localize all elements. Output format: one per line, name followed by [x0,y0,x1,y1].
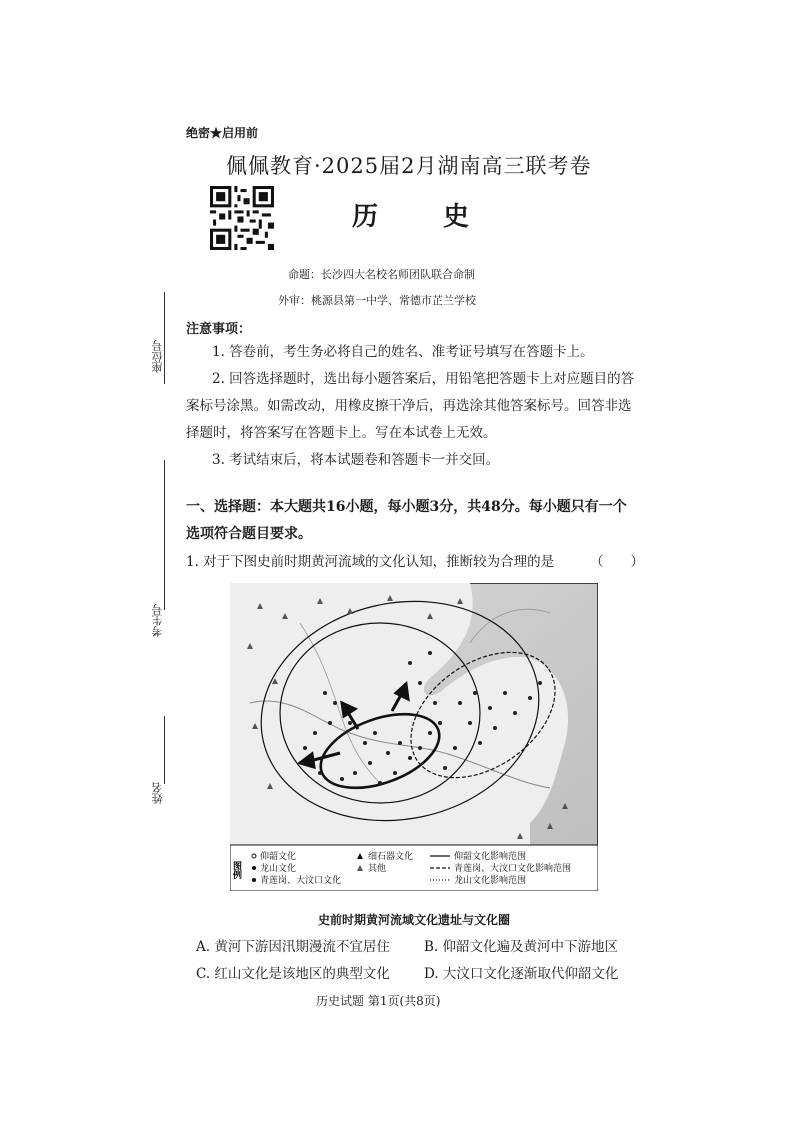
option-c: C. 红山文化是该地区的典型文化 [196,966,390,982]
legend-qinglian-dawenkou: 青莲岗、大汶口文化 [260,876,342,886]
notice-item-2: 2. 回答选择题时，选出每小题答案后，用铅笔把答题卡上对应题目的答案标号涂黑。如需改动，用橡皮擦干净后，再选涂其他答案标号。回答非选择题时，将答案写在答题卡上。写在本试卷上无效。 [186,371,635,441]
question-1-stem: 1. 对于下图史前时期黄河流域的文化认知，推断较为合理的是 [186,554,555,570]
culture-map [230,583,598,891]
option-a: A. 黄河下游因汛期漫流不宜居住 [196,939,390,955]
author-credit: 命题：长沙四大名校名师团队联合命制 [288,268,475,281]
exam-no-label: 考生号 [151,604,164,637]
exam-no-line [164,460,165,610]
legend-other: 其他 [368,864,387,874]
name-line [164,716,165,784]
seat-label: 座位号 [151,340,164,373]
legend-yangshao: 仰韶文化 [260,852,297,862]
notice-title: 注意事项： [186,322,252,337]
legend-longshan-range: 龙山文化影响范围 [454,876,527,886]
qr-code-icon [210,186,274,250]
notice-item-3: 3. 考试结束后，将本试题卷和答题卡一并交回。 [212,452,500,468]
subject-title: 历 史 [352,202,498,232]
legend-longshan: 龙山文化 [260,864,297,874]
legend-label: 图例 [231,861,241,879]
legend-microlithic: 细石器文化 [368,852,414,862]
section-heading: 一、选择题：本大题共16小题，每小题3分，共48分。每小题只有一个选项符合题目要求。 [186,499,627,542]
name-label: 姓名 [151,782,164,804]
legend-qinglian-range: 青莲岗、大汶口文化影响范围 [454,864,572,874]
notice-item-1: 1. 答卷前，考生务必将自己的姓名、准考证号填写在答题卡上。 [212,344,594,360]
page-footer: 历史试题 第1页(共8页) [316,994,441,1008]
legend-yangshao-range: 仰韶文化影响范围 [454,852,527,862]
option-d: D. 大汶口文化逐渐取代仰韶文化 [424,966,619,982]
figure-caption: 史前时期黄河流域文化遗址与文化圈 [318,913,511,927]
confidential-label: 绝密★启用前 [186,126,259,140]
reviewer-credit: 外审：桃源县第一中学、常德市芷兰学校 [278,294,476,307]
exam-title: 佩佩教育·2025届2月湖南高三联考卷 [226,154,592,178]
answer-parentheses: （ ） [590,554,644,570]
option-b: B. 仰韶文化遍及黄河中下游地区 [424,939,619,955]
